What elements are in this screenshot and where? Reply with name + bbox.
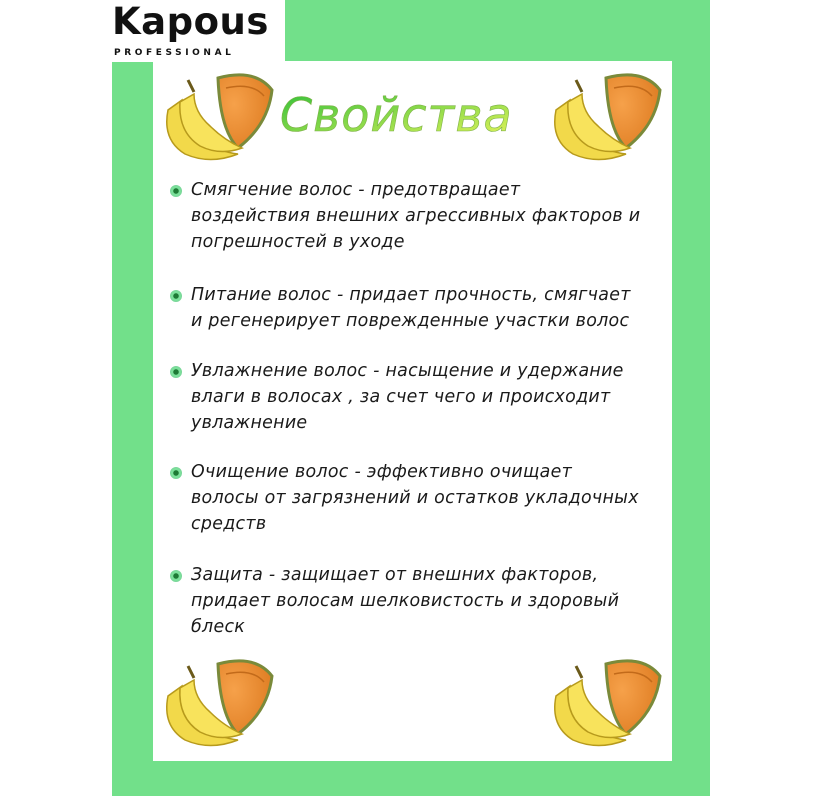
- page-title-text: Свойства: [280, 88, 513, 142]
- bullet-dot-icon: [170, 570, 182, 582]
- page-title: [278, 85, 538, 145]
- banana-melon-icon: [548, 656, 666, 752]
- bullet-dot-icon: [170, 467, 182, 479]
- bullet-dot-icon: [170, 366, 182, 378]
- banana-melon-icon: [160, 656, 278, 752]
- list-item: Смягчение волос - предотвращает воздействия внешних агрессивных факторов и погрешностей в уходе: [191, 180, 641, 252]
- brand-logo: Kapous: [112, 0, 269, 43]
- list-item: Очищение волос - эффективно очищает волосы от загрязнений и остатков укладочных средств: [191, 462, 639, 534]
- brand-subtitle: PROFESSIONAL: [114, 48, 235, 58]
- banana-melon-icon: [548, 70, 666, 166]
- list-item: Увлажнение волос - насыщение и удержание влаги в волосах , за счет чего и происходит увлажнение: [191, 361, 624, 433]
- list-item: Питание волос - придает прочность, смягчает и регенерирует поврежденные участки волос: [191, 285, 631, 331]
- banana-melon-icon: [160, 70, 278, 166]
- bullet-dot-icon: [170, 185, 182, 197]
- list-item: Защита - защищает от внешних факторов, придает волосам шелковистость и здоровый блеск: [191, 565, 620, 637]
- bullet-dot-icon: [170, 290, 182, 302]
